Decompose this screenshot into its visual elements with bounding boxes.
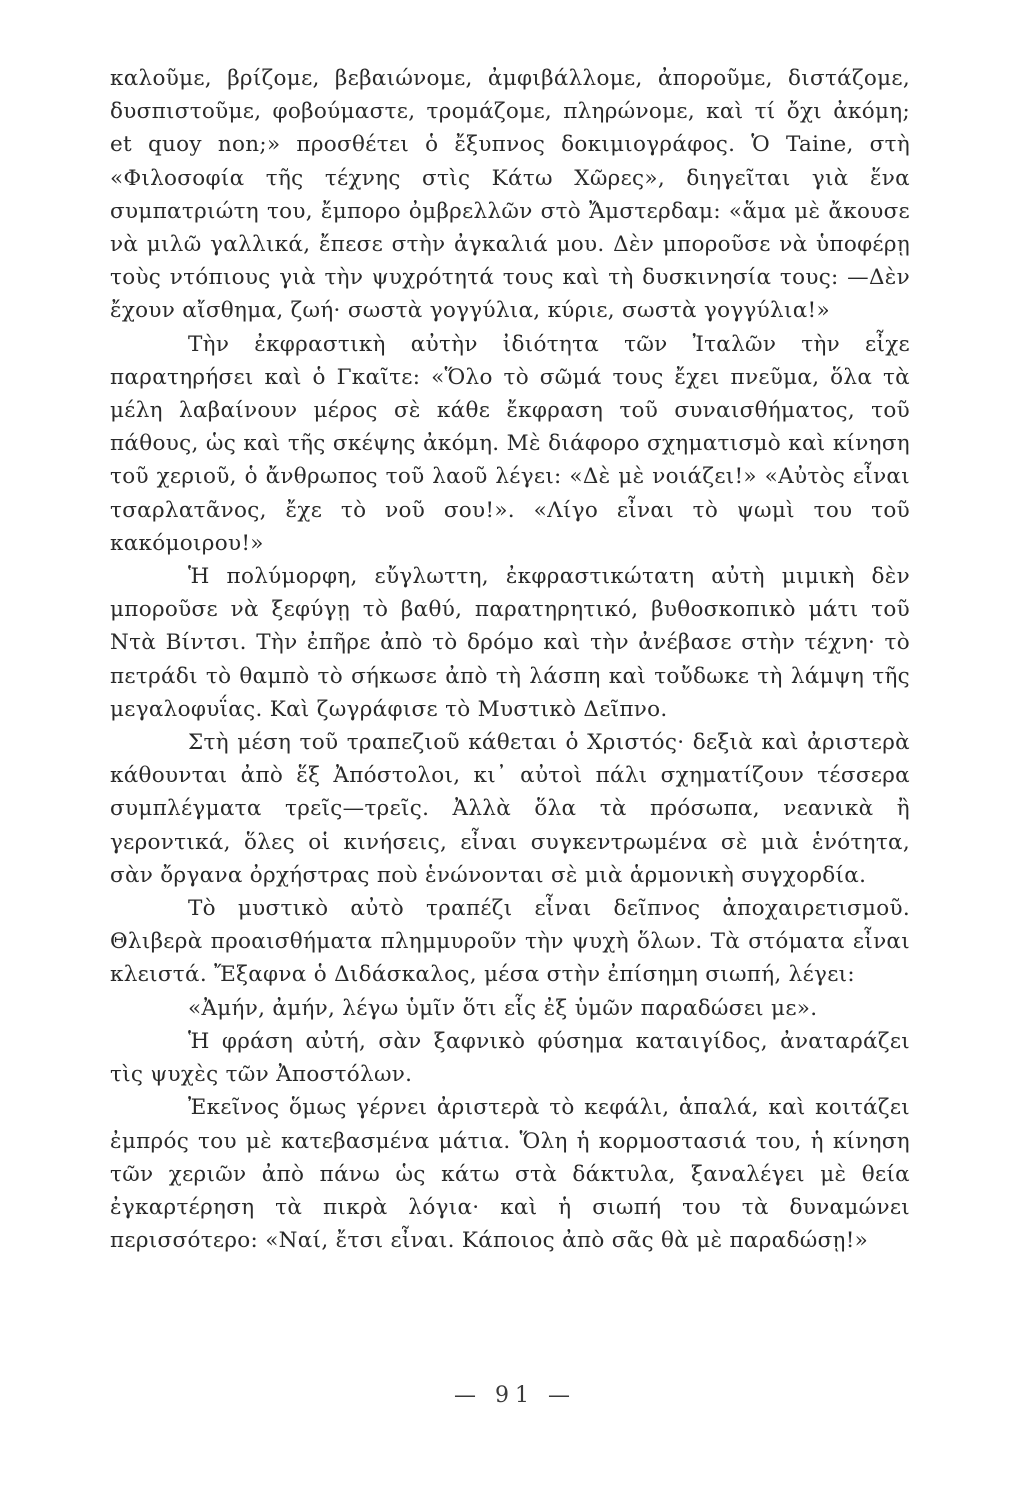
page-body <box>110 62 910 1257</box>
paragraph-da-vinci: Ἡ πολύμορφη, εὔγλωττη, ἐκφραστικώτατη αὐτὴ μιμικὴ δὲν μποροῦσε νὰ ξεφύγῃ τὸ βαθύ, παρατηρητικό, βυθοσκοπικὸ μάτι τοῦ Ντὰ Βίντσι. Τὴν ἐπῆρε ἀπὸ τὸ δρόμο καὶ τὴν ἀνέβασε στὴν τέχνη· τὸ πετράδι τὸ θαμπὸ τὸ σήκωσε ἀπὸ τὴ λάσπη καὶ τοὔδωκε τὴ λάμψη τῆς μεγαλοφυΐας. Καὶ ζωγράφισε τὸ Μυστικὸ Δεῖπνο. <box>110 564 910 722</box>
paragraph-last-supper: Τὸ μυστικὸ αὐτὸ τραπέζι εἶναι δεῖπνος ἀποχαιρετισμοῦ. Θλιβερὰ προαισθήματα πλημμυροῦν τὴν ψυχὴ ὅλων. Τὰ στόματα εἶναι κλειστά. Ἔξαφνα ὁ Διδάσκαλος, μέσα στὴν ἐπίσημη σιωπή, λέγει: <box>110 896 910 988</box>
paragraph-continuation: καλοῦμε, βρίζομε, βεβαιώνομε, ἀμφιβάλλομε, ἀποροῦμε, διστάζομε, δυσπιστοῦμε, φοβούμαστε, τρομάζομε, πληρώνομε, καὶ τί ὄχι ἀκόμη; et quoy non;» προσθέτει ὁ ἔξυπνος δοκιμιογράφος. Ὁ Taine, στὴ «Φιλοσοφία τῆς τέχνης στὶς Κάτω Χῶρες», διηγεῖται γιὰ ἕνα συμπατριώτη του, ἔμπορο ὀμβρελλῶν στὸ Ἄμστερδαμ: «ἅμα μὲ ἄκουσε νὰ μιλῶ γαλλικά, ἔπεσε στὴν ἀγκαλιά μου. Δὲν μποροῦσε νὰ ὑποφέρῃ τοὺς ντόπιους γιὰ τὴν ψυχρότητά τους καὶ τὴ δυσκινησία τους: —Δὲν ἔχουν αἴσθημα, ζωή· σωστὰ γογγύλια, κύριε, σωστὰ γογγύλια!» <box>110 66 910 324</box>
paragraph-storm: Ἡ φράση αὐτή, σὰν ξαφνικὸ φύσημα καταιγίδος, ἀναταράζει τὶς ψυχὲς τῶν Ἀποστόλων. <box>110 1028 910 1088</box>
paragraph-quote: «Ἀμήν, ἀμήν, λέγω ὑμῖν ὅτι εἷς ἐξ ὑμῶν παραδώσει με». <box>188 995 818 1021</box>
paragraph-table-center: Στὴ μέση τοῦ τραπεζιοῦ κάθεται ὁ Χριστός· δεξιὰ καὶ ἀριστερὰ κάθουνται ἀπὸ ἕξ Ἀπόστολοι, κι᾽ αὐτοὶ πάλι σχηματίζουν τέσσερα συμπλέγματα τρεῖς—τρεῖς. Ἀλλὰ ὅλα τὰ πρόσωπα, νεανικὰ ἢ γεροντικά, ὅλες οἱ κινήσεις, εἶναι συγκεντρωμένα σὲ μιὰ ἑνότητα, σὰν ὄργανα ὀρχήστρας ποὺ ἑνώνονται σὲ μιὰ ἁρμονικὴ συγχορδία. <box>110 730 910 888</box>
paragraph-goethe: Τὴν ἐκφραστικὴ αὐτὴν ἰδιότητα τῶν Ἰταλῶν τὴν εἶχε παρατηρήσει καὶ ὁ Γκαῖτε: «Ὅλο τὸ σῶμά τους ἔχει πνεῦμα, ὅλα τὰ μέλη λαβαίνουν μέρος σὲ κάθε ἔκφραση τοῦ συναισθήματος, τοῦ πάθους, ὡς καὶ τῆς σκέψης ἀκόμη. Μὲ διάφορο σχηματισμὸ καὶ κίνηση τοῦ χεριοῦ, ὁ ἄνθρωπος τοῦ λαοῦ λέγει: «Δὲ μὲ νοιάζει!» «Αὐτὸς εἶναι τσαρλατᾶνος, ἔχε τὸ νοῦ σου!». «Λίγο εἶναι τὸ ψωμὶ του τοῦ κακόμοιρου!» <box>110 331 910 556</box>
paragraph-christ: Ἐκεῖνος ὅμως γέρνει ἀριστερὰ τὸ κεφάλι, ἁπαλά, καὶ κοιτάζει ἐμπρός του μὲ κατεβασμένα μάτια. Ὅλη ἡ κορμοστασιά του, ἡ κίνηση τῶν χεριῶν ἀπὸ πάνω ὡς κάτω στὰ δάκτυλα, ξαναλέγει μὲ θεία ἐγκαρτέρηση τὰ πικρὰ λόγια· καὶ ἡ σιωπή του τὰ δυναμώνει περισσότερο: «Ναί, ἔτσι εἶναι. Κάποιος ἀπὸ σᾶς θὰ μὲ παραδώσῃ!» <box>110 1095 910 1254</box>
page-number: — 91 — <box>454 1383 576 1408</box>
